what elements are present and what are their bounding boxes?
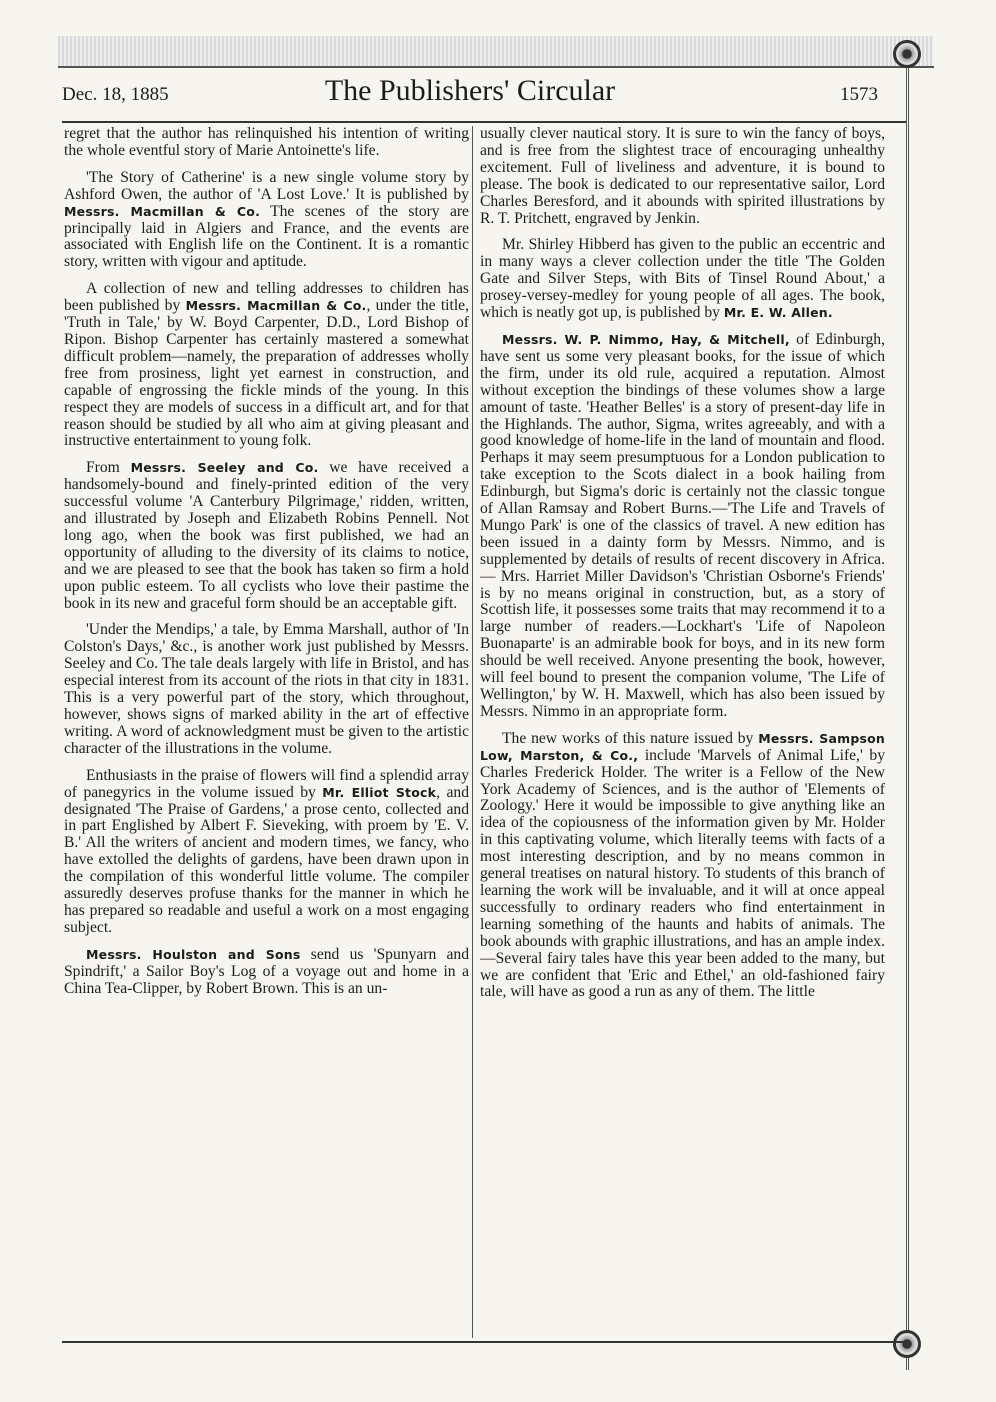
paragraph-text: From [86, 459, 131, 477]
ornament-icon [893, 40, 921, 68]
paragraph [64, 460, 469, 612]
paragraph [480, 126, 885, 227]
decorative-right-border [906, 40, 935, 1370]
paragraph-text: 'Under the Mendips,' a tale, by Emma Marshall, author of 'In Colston's Days,' &c., is another work just published by Messrs. Seeley and Co. The tale deals largely with life in Bristol, and has especial interest from its account of the riots in that city in 1831. This is a very powerful part of the story, which throughout, however, shows signs of marked ability in the art of effective writing. A word of acknowledgment must be given to the artistic character of the illustrations in the volume. [64, 621, 469, 757]
paragraph-text: regret that the author has relinquished his intention of writing the whole eventful story of Marie Antoinette's life. [64, 126, 469, 159]
paragraph-text: , and designated 'The Praise of Gardens,' a prose cento, collected and in part Englished by Albert F. Sieveking, with proem by 'E. V. B.' All the writers of ancient and modern times, we fancy, who have extolled the delights of gardens, have been drawn upon in the compilation of this wonderful little volume. The compiler assuredly deserves profuse thanks for the manner in which he has prepared so readable and useful a work on a most engaging subject. [64, 783, 469, 936]
paragraph-text: The new works of this nature issued by [502, 729, 759, 747]
paragraph-text: , under the title, 'Truth in Tale,' by W. Boyd Carpenter, D.D., Lord Bishop of Ripon. Bishop Carpenter has certainly mastered a somewhat difficult problem—namely, the preparation of addresses wholly free from prosiness, light yet earnest in construction, and capable of engrossing the fickle minds of the young. In this respect they are models of success in a difficult art, and for that reason should be studied by all who aim at giving pleasant and instructive entertainment to young folk. [64, 297, 469, 450]
paragraph [480, 237, 885, 322]
paragraph-text: of Edinburgh, have sent us some very pleasant books, for the issue of which the firm, under its old rule, acquired a reputation. Almost without exception the bindings of these volumes show a large amount of taste. 'Heather Belles' is a story of present-day life in the Highlands. The author, Sigma, writes agreeably, and with a good knowledge of home-life in the land of mountain and flood. Perhaps it may seem presumptuous for a London publication to take exception to the Scots dialect in a book hailing from Edinburgh, but Sigma's doric is certainly not the classic tongue of Allan Ramsay and Robert Burns.—'The Life and Travels of Mungo Park' is one of the classics of travel. A new edition has been issued in a dainty form by Messrs. Nimmo, and is supplemented by details of results of recent discovery in Africa. — Mrs. Harriet Miller Davidson's 'Christian Osborne's Friends' is by no means original in construction, but, as a story of Scottish life, it possesses some traits that may recommend it to a large number of readers.—Lockhart's 'Life of Napoleon Buonaparte' is an admirable book for boys, and in its new form should be well received. Anyone presenting the book, however, will feel bound to present the companion volume, 'The Life of Wellington,' by W. H. Maxwell, which has also been issued by Messrs. Nimmo in an appropriate form. [480, 330, 885, 720]
paragraph-text: usually clever nautical story. It is sure to win the fancy of boys, and is free from the slightest trace of encouraging unhealthy excitement. Full of liveliness and adventure, it is bound to please. The book is dedicated to our representative sailor, Lord Charles Beresford, and it abounds with spirited illustrations by R. T. Pritchett, engraved by Jenkin. [480, 126, 885, 227]
paragraph [480, 332, 885, 721]
publisher-name: Messrs. Seeley and Co. [130, 460, 319, 476]
footer-rule [62, 1341, 906, 1343]
page-title: The Publishers' Circular [324, 74, 616, 107]
paragraph-text: we have received a handsomely-bound and finely-printed edition of the very successful volume 'A Canterbury Pilgrimage,' ridden, written, and illustrated by Joseph and Elizabeth Robins Pennell. Not long ago, when the book was first published, we had an opportunity of alluding to the diversity of its claims to notice, and we are pleased to see that the book has taken so firm a hold upon public esteem. To all cyclists who love their pastime the book in its new and graceful form should be an acceptable gift. [64, 459, 469, 612]
publisher-name: Messrs. W. P. Nimmo, Hay, & Mitchell, [502, 331, 790, 347]
column-divider [472, 126, 473, 1338]
paragraph [64, 281, 469, 450]
publisher-name: Messrs. Macmillan & Co. [185, 298, 367, 314]
page-number: 1573 [840, 84, 878, 105]
right-column [480, 126, 885, 1338]
paragraph [64, 947, 469, 998]
paragraph-text: The scenes of the story are principally laid in Algiers and France, and the events are associated with English life on the Continent. It is a romantic story, written with vigour and aptitude. [64, 202, 469, 271]
paragraph-text: 'The Story of Catherine' is a new single volume story by Ashford Owen, the author of 'A Lost Love.' It is published by [64, 168, 469, 203]
left-column [64, 126, 469, 1338]
publisher-name: Mr. E. W. Allen. [723, 305, 833, 321]
publisher-name: Messrs. Macmillan & Co. [64, 203, 261, 219]
paragraph [64, 768, 469, 937]
paragraph-text: Mr. Shirley Hibberd has given to the public an eccentric and in many ways a clever collection under the title 'The Golden Gate and Silver Steps, with Bits of Tinsel Round About,' a prosey-versey-medley for young people of all ages. The book, which is neatly got up, is published by [480, 236, 885, 322]
paragraph [64, 170, 469, 271]
publisher-name: Messrs. Houlston and Sons [86, 946, 301, 962]
paragraph-text: A collection of new and telling addresses to children has been published by [64, 280, 469, 315]
publisher-name: Messrs. Sampson Low, Marston, & Co., [480, 730, 885, 763]
issue-date: Dec. 18, 1885 [62, 84, 169, 105]
paragraph [64, 126, 469, 160]
paragraph [64, 622, 469, 757]
publisher-name: Mr. Elliot Stock [322, 784, 437, 800]
paragraph [480, 731, 885, 1002]
paragraph-text: send us 'Spunyarn and Spindrift,' a Sailor Boy's Log of a voyage out and home in a China Tea-Clipper, by Robert Brown. This is an un- [64, 945, 469, 997]
page-header [62, 72, 878, 112]
decorative-top-band [58, 36, 934, 68]
paragraph-text: include 'Marvels of Animal Life,' by Charles Frederick Holder. The writer is a Fellow of the New York Academy of Sciences, and is the author of 'Elements of Zoology.' Here it would be impossible to give anything like an idea of the copiousness of the information given by Mr. Holder in this captivating volume, which literally teems with facts of a most interesting description, and by no means common in general treatises on natural history. To students of this branch of learning the work will be invaluable, and it will at once appeal successfully to ordinary readers who find entertainment in learning something of the haunts and habits of animals. The book abounds with graphic illustrations, and has an ample index. —Several fairy tales have this year been added to the many, but we are confident that 'Eric and Ethel,' an old-fashioned fairy tale, will have as good a run as any of them. The little [480, 746, 885, 1001]
ornament-icon [893, 1330, 921, 1358]
paragraph-text: Enthusiasts in the praise of flowers will find a splendid array of panegyrics in the volume issued by [64, 766, 469, 801]
header-rule [62, 121, 906, 123]
